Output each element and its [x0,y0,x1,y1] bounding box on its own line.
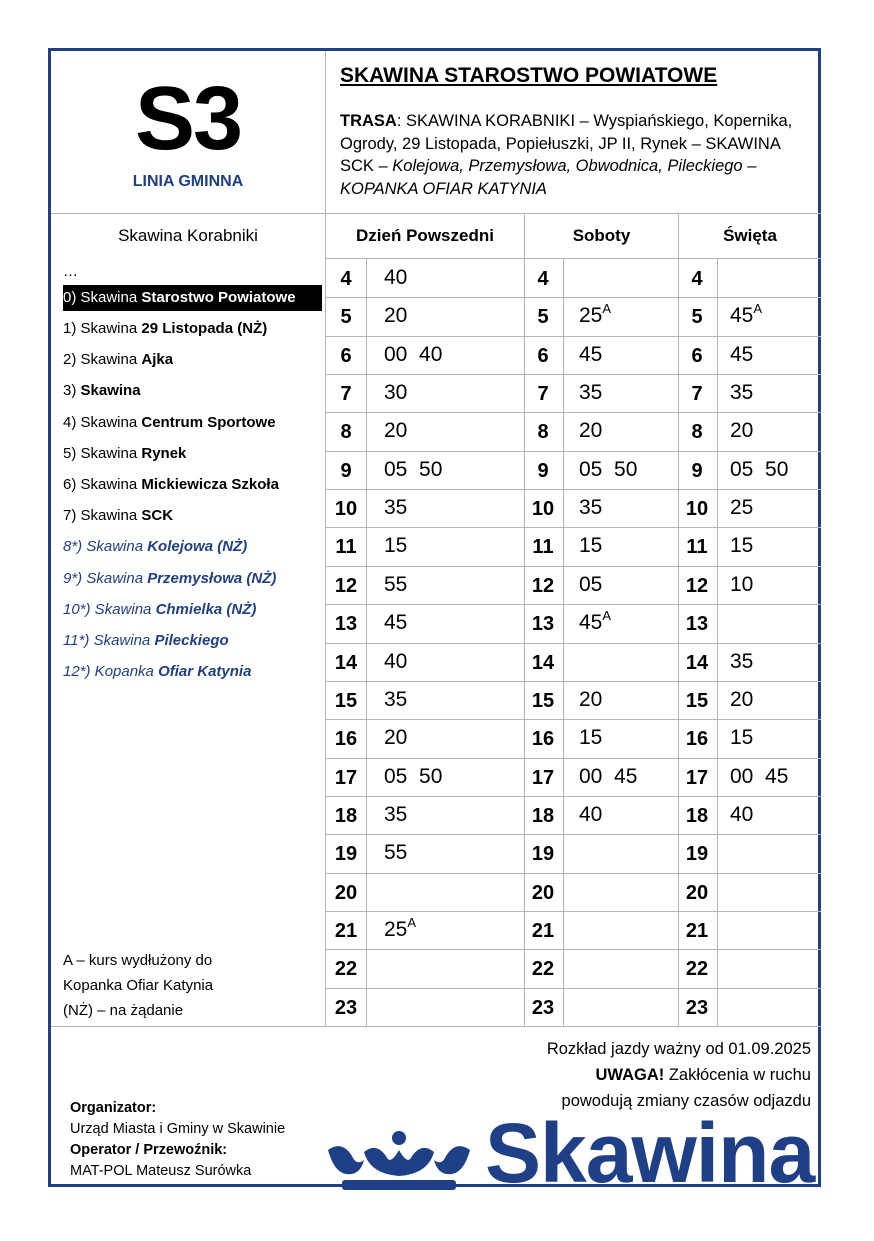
stop-item [63,656,325,687]
minutes-cell: 05 [579,573,603,596]
minutes-cell: 35 [579,381,603,404]
row-divider [326,566,821,567]
organizer-info [70,1098,285,1182]
stop-prefix: 10*) Skawina [63,600,156,618]
stop-item [63,285,322,311]
hour-cell: 22 [531,958,555,980]
hour-cell: 7 [340,383,352,405]
minutes-cell: 15 [730,534,754,557]
hour-cell: 22 [685,958,709,980]
stop-name: Rynek [141,444,187,462]
validity-date: Rozkład jazdy ważny od 01.09.2025 [546,1040,811,1058]
stop-item [63,625,325,656]
hour-cell: 19 [531,843,555,865]
minutes-cell: 35 [384,803,408,826]
hour-cell: 6 [691,345,703,367]
minutes-cell: 35 [579,496,603,519]
minutes-cell: 20 [730,419,754,442]
row-divider [326,336,821,337]
stop-name: Centrum Sportowe [141,413,276,431]
hour-cell: 12 [531,575,555,597]
table-bottom-line [51,1026,821,1027]
hour-cell: 11 [335,536,357,558]
row-divider [326,451,821,452]
minutes-cell: 15 [579,534,603,557]
stop-name: Starostwo Powiatowe [141,289,296,306]
stop-prefix: 8*) Skawina [63,538,148,556]
minutes-cell: 40 [384,650,408,673]
row-divider [326,643,821,644]
row-divider [326,719,821,720]
minutes-cell: 05 50 [384,765,443,788]
route-description [340,110,802,200]
hour-cell: 5 [340,306,352,328]
minutes-cell: $45^A$ [579,608,612,634]
operator-label: Operator / Przewoźnik: [70,1142,228,1158]
hour-cell: 17 [685,767,709,789]
stop-item [63,375,325,406]
validity-notice [547,1036,811,1114]
stop-prefix: 2) Skawina [63,351,142,369]
hour-cell: 5 [691,306,703,328]
hour-cell: 12 [334,575,358,597]
direction-header: Skawina Korabniki [118,226,258,245]
stop-prefix: 5) Skawina [63,444,142,462]
hour-cell: 9 [340,460,352,482]
row-divider [326,911,821,912]
stop-name: Mickiewicza Szkoła [141,475,279,493]
hour-cell: 15 [334,690,358,712]
stop-prefix: 3) [63,382,81,400]
stop-prefix: 7) Skawina [63,507,142,525]
minutes-cell: 40 [730,803,754,826]
hour-cell: 17 [334,767,358,789]
row-divider [326,681,821,682]
hour-cell: 13 [685,613,709,635]
stop-name: Ajka [141,351,174,369]
minutes-cell: 00 45 [579,765,638,788]
saturday-header: Soboty [572,226,631,245]
warning-label: UWAGA! [595,1066,665,1084]
row-divider [326,834,821,835]
warning-line-2: powodują zmiany czasów odjazdu [561,1092,811,1110]
columns-header-line [326,258,821,259]
stop-name: 29 Listopada (NŻ) [141,320,268,337]
legend-line-a-cont: Kopanka Ofiar Katynia [63,977,214,994]
hour-cell: 15 [685,690,709,712]
hour-cell: 21 [685,920,709,942]
minutes-cell: 00 40 [384,343,443,366]
minutes-cell: 10 [730,573,754,596]
hour-cell: 4 [340,268,352,290]
stop-list [63,262,325,687]
hour-cell: 13 [334,613,358,635]
operator-name: MAT-POL Mateusz Surówka [70,1163,252,1179]
row-divider [326,988,821,989]
stop-prefix: 12*) Kopanka [63,663,159,681]
row-divider [326,796,821,797]
organizer-name: Urząd Miasta i Gminy w Skawinie [70,1121,286,1137]
row-divider [326,873,821,874]
minutes-cell: 30 [384,381,408,404]
hour-cell: 10 [334,498,358,520]
minutes-cell: 35 [384,688,408,711]
minutes-cell: 05 50 [730,458,789,481]
route-text: : SKAWINA KORABNIKI – Wyspiańskiego, Kopernika, Ogrody, 29 Listopada, Popiełuszki, JP II, Rynek – SKAWINA SCK – [340,112,793,175]
row-divider [326,949,821,950]
hour-cell: 9 [537,460,549,482]
hour-cell: 14 [531,652,555,674]
hour-cell: 14 [685,652,709,674]
minutes-cell: 15 [579,726,603,749]
minutes-cell: 35 [384,496,408,519]
hour-cell: 19 [685,843,709,865]
minutes-cell: 25 [730,496,754,519]
hour-cell: 10 [531,498,555,520]
legend [63,948,213,1023]
minutes-cell: 55 [384,841,408,864]
row-divider [326,489,821,490]
stop-item [63,469,325,500]
crown-logo-icon [328,1130,470,1192]
stop-item [63,531,325,562]
stop-name: Przemysłowa (NŻ) [147,569,277,587]
row-divider [326,412,821,413]
row-divider [326,374,821,375]
hour-cell: 11 [532,536,554,558]
hour-cell: 21 [531,920,555,942]
line-type: LINIA GMINNA [132,173,244,190]
minutes-cell: 15 [384,534,408,557]
hour-cell: 6 [340,345,352,367]
hour-cell: 8 [340,421,352,443]
minutes-cell: 55 [384,573,408,596]
stop-item [63,262,325,282]
row-divider [326,527,821,528]
route-text-italic-1: Kolejowa, Przemysłowa, Obwodnica, Pileckiego [392,157,743,175]
hour-cell: 17 [531,767,555,789]
hour-cell: 23 [531,997,555,1019]
hour-cell: 4 [537,268,549,290]
minutes-cell: 45 [730,343,754,366]
stop-name: Ofiar Katynia [158,663,252,681]
row-divider [326,297,821,298]
hour-cell: 22 [334,958,358,980]
minutes-cell: $25^A$ [384,915,417,941]
stop-prefix: 1) Skawina [63,320,142,337]
minutes-cell: 20 [579,688,603,711]
stop-item [63,438,325,469]
stop-name: Pileckiego [154,631,229,649]
line-number: S3 [134,69,242,169]
minutes-cell: 05 50 [579,458,638,481]
warning-line [547,1062,811,1088]
minutes-cell: 40 [579,803,603,826]
stop-item [63,594,325,625]
stop-item [63,407,325,438]
hour-cell: 6 [537,345,549,367]
minutes-cell: 20 [384,419,408,442]
minutes-cell: 20 [730,688,754,711]
hour-cell: 19 [334,843,358,865]
legend-line-nz: (NŻ) – na żądanie [63,1002,184,1019]
stop-prefix: 9*) Skawina [63,569,148,587]
stop-item [63,563,325,594]
hour-cell: 12 [685,575,709,597]
row-divider [326,758,821,759]
hour-cell: 4 [691,268,703,290]
hour-cell: 14 [334,652,358,674]
hour-cell: 7 [537,383,549,405]
stop-item [63,500,325,531]
route-label: TRASA [340,112,397,130]
hour-cell: 21 [334,920,358,942]
warning-text: Zakłócenia w ruchu [664,1066,811,1084]
hour-cell: 23 [334,997,358,1019]
stop-prefix: 0) Skawina [63,289,142,306]
route-text-italic-2: – KOPANKA OFIAR KATYNIA [340,157,757,198]
minutes-cell: $25^A$ [579,301,612,327]
hour-cell: 15 [531,690,555,712]
hour-cell: 16 [531,728,555,750]
hour-cell: 20 [531,882,555,904]
hour-cell: 20 [334,882,358,904]
hour-cell: 8 [691,421,703,443]
minutes-cell: 15 [730,726,754,749]
stop-title: SKAWINA STAROSTWO POWIATOWE [340,64,718,87]
hour-cell: 23 [685,997,709,1019]
hour-cell: 16 [685,728,709,750]
stop-name: SCK [141,507,174,525]
minutes-cell: 40 [384,266,408,289]
organizer-label: Organizator: [70,1100,157,1116]
minutes-cell: 00 45 [730,765,789,788]
hour-cell: 13 [531,613,555,635]
minutes-cell: $45^A$ [730,301,763,327]
hour-cell: 16 [334,728,358,750]
hour-cell: 9 [691,460,703,482]
minutes-cell: 20 [579,419,603,442]
holiday-header: Święta [723,226,777,245]
stop-prefix: 4) Skawina [63,413,142,431]
hour-cell: 18 [685,805,709,827]
minutes-cell: 20 [384,304,408,327]
skawina-logo-text: Skawina [485,1106,815,1200]
stop-name: Kolejowa (NŻ) [147,538,248,556]
minutes-cell: 45 [579,343,603,366]
minutes-cell: 35 [730,381,754,404]
hour-cell: 18 [334,805,358,827]
stop-prefix: 11*) Skawina [63,631,155,649]
minutes-cell: 05 50 [384,458,443,481]
hour-cell: 11 [686,536,708,558]
stop-item [63,344,325,375]
stop-prefix: … [63,263,78,280]
stop-item [63,313,325,344]
hour-cell: 5 [537,306,549,328]
hour-cell: 7 [691,383,703,405]
stop-name: Skawina [80,382,141,400]
hour-cell: 18 [531,805,555,827]
weekday-header: Dzień Powszedni [356,226,494,245]
minutes-cell: 20 [384,726,408,749]
minutes-cell: 45 [384,611,408,634]
legend-line-a: A – kurs wydłużony do [63,952,213,969]
hour-cell: 20 [685,882,709,904]
hour-cell: 10 [685,498,709,520]
stop-prefix: 6) Skawina [63,475,142,493]
hour-cell: 8 [537,421,549,443]
minutes-cell: 35 [730,650,754,673]
row-divider [326,604,821,605]
stop-name: Chmielka (NŻ) [155,600,257,618]
